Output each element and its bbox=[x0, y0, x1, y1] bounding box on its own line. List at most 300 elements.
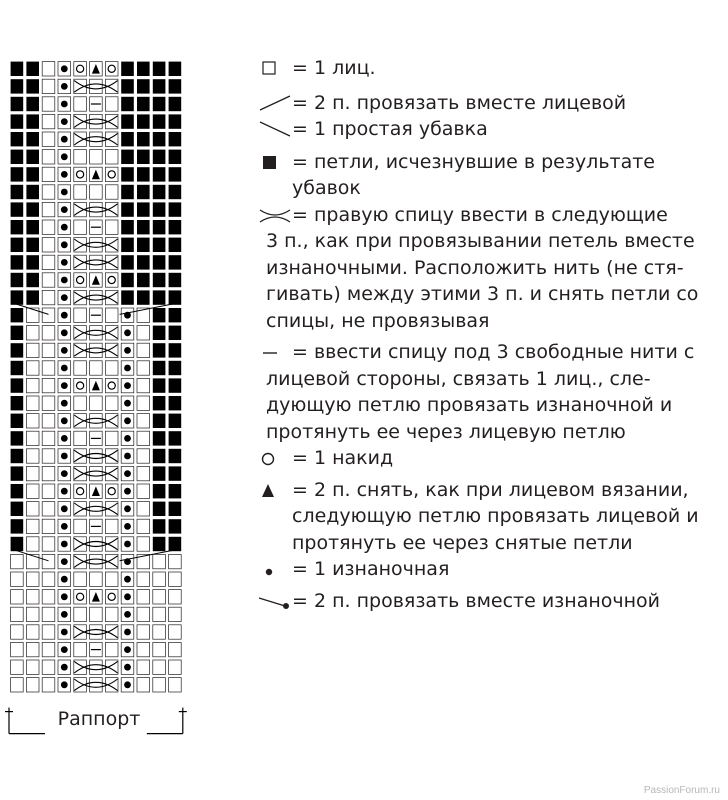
knit-cell bbox=[105, 273, 118, 287]
purl-dot bbox=[61, 505, 68, 512]
purl-dot bbox=[61, 118, 68, 125]
no-stitch-cell bbox=[169, 185, 182, 199]
knit-cell bbox=[74, 431, 87, 445]
knit-cell bbox=[26, 678, 39, 692]
knit-cell bbox=[26, 625, 39, 639]
no-stitch-cell bbox=[137, 114, 150, 128]
knit-cell bbox=[42, 185, 55, 199]
no-stitch-cell bbox=[11, 273, 24, 287]
ssk-left-slant-icon bbox=[258, 116, 292, 142]
legend-text: = ввести спицу под 3 свободные нити с bbox=[292, 341, 695, 363]
purl-dot bbox=[61, 681, 68, 688]
knit-cell bbox=[26, 449, 39, 463]
knit-cell bbox=[42, 396, 55, 410]
knit-cell bbox=[90, 396, 103, 410]
knit-cell bbox=[11, 625, 24, 639]
purl-dot bbox=[61, 523, 68, 530]
knit-cell bbox=[42, 290, 55, 304]
purl-dot bbox=[61, 488, 68, 495]
knit-cell bbox=[26, 361, 39, 375]
purl-dot bbox=[124, 365, 131, 372]
knit-cell bbox=[105, 220, 118, 234]
knit-cell bbox=[74, 97, 87, 111]
no-stitch-cell bbox=[169, 396, 182, 410]
purl-dot bbox=[124, 259, 131, 266]
knit-cell bbox=[42, 255, 55, 269]
knit-cell bbox=[42, 572, 55, 586]
no-stitch-cell bbox=[26, 114, 39, 128]
knit-cell bbox=[137, 361, 150, 375]
rapport-label: Раппорт bbox=[57, 708, 141, 730]
no-stitch-cell bbox=[153, 202, 166, 216]
purl-dot bbox=[61, 470, 68, 477]
no-stitch-cell bbox=[169, 308, 182, 322]
knit-cell bbox=[153, 554, 166, 568]
knit-cell bbox=[11, 554, 24, 568]
purl-dot bbox=[61, 224, 68, 231]
purl-dot bbox=[124, 611, 131, 618]
knit-cell bbox=[26, 502, 39, 516]
no-stitch-cell bbox=[169, 79, 182, 93]
knit-cell bbox=[90, 343, 103, 357]
purl-dot bbox=[124, 435, 131, 442]
no-stitch-cell bbox=[153, 361, 166, 375]
no-stitch-square-icon bbox=[258, 149, 292, 175]
knit-cell bbox=[26, 343, 39, 357]
knit-cell bbox=[169, 590, 182, 604]
purl-dot bbox=[124, 171, 131, 178]
no-stitch-cell bbox=[137, 167, 150, 181]
knit-cell bbox=[105, 185, 118, 199]
purl-dot bbox=[124, 523, 131, 530]
knit-cell bbox=[42, 590, 55, 604]
no-stitch-cell bbox=[169, 449, 182, 463]
legend-text: спицы, не провязывая bbox=[266, 309, 490, 332]
no-stitch-cell bbox=[169, 378, 182, 392]
knit-cell bbox=[26, 396, 39, 410]
legend-item bbox=[258, 202, 723, 335]
purl-dot bbox=[124, 470, 131, 477]
cross-3-stitch-icon bbox=[258, 202, 292, 228]
knit-cell bbox=[90, 238, 103, 252]
knit-cell bbox=[42, 132, 55, 146]
no-stitch-cell bbox=[11, 185, 24, 199]
knit-cell bbox=[105, 396, 118, 410]
knit-cell bbox=[105, 590, 118, 604]
knit-cell bbox=[42, 220, 55, 234]
no-stitch-cell bbox=[11, 466, 24, 480]
knit-cell bbox=[42, 238, 55, 252]
purl-dot bbox=[61, 241, 68, 248]
purl-dot bbox=[61, 277, 68, 284]
knit-cell bbox=[11, 607, 24, 621]
no-stitch-cell bbox=[26, 185, 39, 199]
purl-dot bbox=[61, 153, 68, 160]
no-stitch-cell bbox=[11, 502, 24, 516]
legend-text: = 2 п. провязать вместе лицевой bbox=[292, 91, 627, 114]
knit-cell bbox=[11, 678, 24, 692]
no-stitch-cell bbox=[11, 378, 24, 392]
purl-dot bbox=[61, 347, 68, 354]
no-stitch-cell bbox=[169, 150, 182, 164]
purl-dot bbox=[124, 329, 131, 336]
no-stitch-cell bbox=[26, 132, 39, 146]
knit-cell bbox=[105, 150, 118, 164]
no-stitch-cell bbox=[11, 114, 24, 128]
no-stitch-cell bbox=[11, 167, 24, 181]
purl-dot bbox=[124, 576, 131, 583]
no-stitch-cell bbox=[11, 484, 24, 498]
no-stitch-cell bbox=[11, 343, 24, 357]
purl-dot bbox=[124, 382, 131, 389]
purl-dot bbox=[61, 611, 68, 618]
no-stitch-cell bbox=[11, 255, 24, 269]
purl-dot bbox=[61, 206, 68, 213]
purl-dot bbox=[61, 101, 68, 108]
knit-cell bbox=[42, 519, 55, 533]
knit-cell bbox=[169, 554, 182, 568]
knit-cell bbox=[74, 607, 87, 621]
purl-dot bbox=[61, 365, 68, 372]
knit-cell bbox=[137, 431, 150, 445]
no-stitch-cell bbox=[153, 326, 166, 340]
legend bbox=[258, 55, 723, 614]
knit-cell bbox=[90, 255, 103, 269]
knit-cell bbox=[169, 642, 182, 656]
knit-cell bbox=[105, 361, 118, 375]
knit-cell bbox=[42, 361, 55, 375]
no-stitch-cell bbox=[153, 537, 166, 551]
purl-dot bbox=[61, 259, 68, 266]
knit-cell bbox=[74, 519, 87, 533]
knit-cell bbox=[90, 326, 103, 340]
legend-text: дующую петлю провязать изнаночной и bbox=[266, 394, 673, 416]
no-stitch-cell bbox=[137, 150, 150, 164]
no-stitch-cell bbox=[11, 150, 24, 164]
no-stitch-cell bbox=[153, 255, 166, 269]
no-stitch-cell bbox=[137, 132, 150, 146]
purl-dot-icon bbox=[258, 556, 292, 582]
knit-cell bbox=[90, 607, 103, 621]
knit-cell bbox=[74, 220, 87, 234]
purl-dot bbox=[124, 241, 131, 248]
knit-cell bbox=[11, 642, 24, 656]
knit-cell bbox=[26, 414, 39, 428]
knit-cell bbox=[74, 572, 87, 586]
knit-cell bbox=[153, 572, 166, 586]
knit-cell bbox=[26, 660, 39, 674]
legend-text: = 2 п. снять, как при лицевом вязании, bbox=[292, 478, 689, 501]
knit-cell bbox=[42, 308, 55, 322]
legend-text: = 1 накид bbox=[292, 447, 394, 469]
purl-dot bbox=[124, 400, 131, 407]
knit-cell bbox=[42, 660, 55, 674]
knit-cell bbox=[26, 484, 39, 498]
no-stitch-cell bbox=[153, 308, 166, 322]
knit-cell bbox=[90, 79, 103, 93]
knit-cell bbox=[153, 642, 166, 656]
no-stitch-cell bbox=[11, 519, 24, 533]
knit-cell bbox=[26, 519, 39, 533]
no-stitch-cell bbox=[137, 202, 150, 216]
knit-cell bbox=[26, 466, 39, 480]
purl-dot bbox=[61, 65, 68, 72]
purl-dot bbox=[61, 576, 68, 583]
no-stitch-cell bbox=[169, 255, 182, 269]
knit-cell bbox=[90, 572, 103, 586]
knit-cell bbox=[90, 185, 103, 199]
no-stitch-cell bbox=[11, 308, 24, 322]
no-stitch-cell bbox=[11, 449, 24, 463]
legend-text: убавок bbox=[292, 177, 361, 199]
no-stitch-cell bbox=[153, 167, 166, 181]
purl-dot bbox=[124, 681, 131, 688]
no-stitch-cell bbox=[26, 255, 39, 269]
legend-item bbox=[258, 55, 723, 82]
knit-cell bbox=[42, 607, 55, 621]
purl-dot bbox=[61, 400, 68, 407]
knit-cell bbox=[74, 590, 87, 604]
no-stitch-cell bbox=[153, 502, 166, 516]
purl-dot bbox=[124, 118, 131, 125]
no-stitch-cell bbox=[153, 449, 166, 463]
no-stitch-cell bbox=[11, 238, 24, 252]
legend-text: лицевой стороны, связать 1 лиц., сле- bbox=[266, 367, 651, 390]
legend-text: следующую петлю провязать лицевой и bbox=[292, 505, 699, 527]
knit-cell bbox=[90, 660, 103, 674]
no-stitch-cell bbox=[169, 326, 182, 340]
knit-cell bbox=[90, 132, 103, 146]
knit-square-icon bbox=[258, 55, 292, 81]
knit-cell bbox=[74, 308, 87, 322]
knit-cell bbox=[26, 590, 39, 604]
purl-dot bbox=[124, 646, 131, 653]
legend-text: = 2 п. провязать вместе изнаночной bbox=[292, 589, 661, 612]
purl-dot bbox=[61, 541, 68, 548]
knit-cell bbox=[42, 678, 55, 692]
purl-dot bbox=[124, 347, 131, 354]
watermark: PassionForum.ru bbox=[643, 785, 720, 796]
knit-cell bbox=[74, 150, 87, 164]
legend-text: протянуть ее через снятые петли bbox=[292, 531, 633, 554]
purl-dot bbox=[124, 224, 131, 231]
legend-item bbox=[258, 149, 723, 202]
knit-cell bbox=[137, 466, 150, 480]
purl-dot bbox=[124, 488, 131, 495]
no-stitch-cell bbox=[153, 185, 166, 199]
knit-cell bbox=[74, 642, 87, 656]
no-stitch-cell bbox=[153, 484, 166, 498]
knit-cell bbox=[26, 326, 39, 340]
purl-dot bbox=[61, 171, 68, 178]
no-stitch-cell bbox=[169, 132, 182, 146]
no-stitch-cell bbox=[169, 361, 182, 375]
knit-cell bbox=[42, 431, 55, 445]
purl-dot bbox=[61, 83, 68, 90]
no-stitch-cell bbox=[137, 255, 150, 269]
knitting-chart bbox=[0, 0, 250, 740]
p2tog-dot-icon bbox=[258, 588, 292, 614]
no-stitch-cell bbox=[26, 62, 39, 76]
purl-dot bbox=[124, 101, 131, 108]
knit-cell bbox=[42, 554, 55, 568]
knit-cell bbox=[26, 572, 39, 586]
knit-cell bbox=[42, 414, 55, 428]
no-stitch-cell bbox=[11, 132, 24, 146]
no-stitch-cell bbox=[153, 79, 166, 93]
knit-cell bbox=[42, 273, 55, 287]
no-stitch-cell bbox=[26, 238, 39, 252]
no-stitch-cell bbox=[26, 167, 39, 181]
purl-dot bbox=[61, 664, 68, 671]
knit-cell bbox=[137, 326, 150, 340]
knit-cell bbox=[90, 625, 103, 639]
no-stitch-cell bbox=[153, 114, 166, 128]
knit-cell bbox=[137, 484, 150, 498]
knit-cell bbox=[137, 607, 150, 621]
knit-cell bbox=[42, 150, 55, 164]
no-stitch-cell bbox=[153, 431, 166, 445]
knit-cell bbox=[90, 554, 103, 568]
knit-cell bbox=[42, 642, 55, 656]
no-stitch-cell bbox=[153, 273, 166, 287]
legend-item bbox=[258, 445, 723, 472]
no-stitch-cell bbox=[169, 220, 182, 234]
no-stitch-cell bbox=[169, 97, 182, 111]
knit-cell bbox=[153, 590, 166, 604]
purl-dot bbox=[61, 312, 68, 319]
knit-cell bbox=[169, 572, 182, 586]
purl-dot bbox=[61, 136, 68, 143]
purl-dot bbox=[61, 294, 68, 301]
knit-cell bbox=[90, 290, 103, 304]
no-stitch-cell bbox=[11, 361, 24, 375]
no-stitch-cell bbox=[153, 519, 166, 533]
no-stitch-cell bbox=[169, 238, 182, 252]
no-stitch-cell bbox=[11, 220, 24, 234]
knit-cell bbox=[105, 519, 118, 533]
knit-cell bbox=[74, 378, 87, 392]
no-stitch-cell bbox=[137, 97, 150, 111]
purl-dot bbox=[124, 206, 131, 213]
knit-cell bbox=[137, 343, 150, 357]
knit-cell bbox=[90, 414, 103, 428]
knit-cell bbox=[11, 590, 24, 604]
no-stitch-cell bbox=[137, 273, 150, 287]
knit-cell bbox=[105, 97, 118, 111]
knit-cell bbox=[42, 97, 55, 111]
no-stitch-cell bbox=[137, 62, 150, 76]
knit-cell bbox=[42, 114, 55, 128]
no-stitch-cell bbox=[137, 220, 150, 234]
no-stitch-cell bbox=[153, 466, 166, 480]
knit-cell bbox=[137, 414, 150, 428]
purl-dot bbox=[61, 435, 68, 442]
purl-dot bbox=[124, 189, 131, 196]
purl-dot bbox=[124, 629, 131, 636]
no-stitch-cell bbox=[11, 326, 24, 340]
k2tog-right-slant-icon bbox=[258, 90, 292, 116]
knit-cell bbox=[105, 378, 118, 392]
no-stitch-cell bbox=[11, 202, 24, 216]
knit-cell bbox=[11, 572, 24, 586]
no-stitch-cell bbox=[11, 62, 24, 76]
knit-cell bbox=[90, 502, 103, 516]
no-stitch-cell bbox=[169, 62, 182, 76]
no-stitch-cell bbox=[169, 414, 182, 428]
no-stitch-cell bbox=[11, 97, 24, 111]
knit-cell bbox=[137, 590, 150, 604]
legend-text: = 1 простая убавка bbox=[292, 118, 488, 140]
purl-dot bbox=[61, 593, 68, 600]
knit-cell bbox=[42, 79, 55, 93]
purl-dot bbox=[61, 646, 68, 653]
knit-cell bbox=[42, 466, 55, 480]
no-stitch-cell bbox=[153, 238, 166, 252]
no-stitch-cell bbox=[153, 132, 166, 146]
knit-cell bbox=[105, 167, 118, 181]
no-stitch-cell bbox=[169, 343, 182, 357]
knit-cell bbox=[90, 202, 103, 216]
legend-item bbox=[258, 90, 723, 117]
knit-cell bbox=[26, 431, 39, 445]
no-stitch-cell bbox=[169, 167, 182, 181]
knit-cell bbox=[74, 484, 87, 498]
purl-dot bbox=[124, 505, 131, 512]
knit-cell bbox=[42, 343, 55, 357]
purl-dot bbox=[61, 417, 68, 424]
knit-cell bbox=[74, 167, 87, 181]
no-stitch-cell bbox=[11, 414, 24, 428]
legend-item bbox=[258, 116, 723, 143]
knit-cell bbox=[137, 625, 150, 639]
knit-cell bbox=[137, 678, 150, 692]
knit-cell bbox=[90, 466, 103, 480]
knit-cell bbox=[153, 625, 166, 639]
knit-cell bbox=[26, 642, 39, 656]
knit-cell bbox=[169, 607, 182, 621]
knit-cell bbox=[26, 308, 39, 322]
no-stitch-cell bbox=[137, 79, 150, 93]
knit-cell bbox=[26, 537, 39, 551]
purl-dot bbox=[124, 417, 131, 424]
knit-cell bbox=[153, 660, 166, 674]
knit-cell bbox=[105, 572, 118, 586]
knit-cell bbox=[42, 537, 55, 551]
knit-cell bbox=[105, 431, 118, 445]
knit-cell bbox=[42, 378, 55, 392]
purl-dot bbox=[61, 558, 68, 565]
purl-dot bbox=[61, 453, 68, 460]
purl-dot bbox=[124, 83, 131, 90]
legend-item bbox=[258, 339, 723, 445]
knit-cell bbox=[169, 660, 182, 674]
legend-text: 3 п., как при провязывании петель вместе bbox=[266, 230, 695, 252]
knit-cell bbox=[169, 678, 182, 692]
knit-cell bbox=[137, 396, 150, 410]
no-stitch-cell bbox=[26, 97, 39, 111]
legend-text: = 1 лиц. bbox=[292, 57, 376, 79]
no-stitch-cell bbox=[153, 414, 166, 428]
no-stitch-cell bbox=[26, 220, 39, 234]
no-stitch-cell bbox=[26, 273, 39, 287]
purl-dot bbox=[124, 664, 131, 671]
knit-cell bbox=[74, 185, 87, 199]
knit-cell bbox=[26, 554, 39, 568]
legend-text: = правую спицу ввести в следующие bbox=[292, 203, 668, 226]
purl-dot bbox=[124, 65, 131, 72]
knit-cell bbox=[42, 502, 55, 516]
